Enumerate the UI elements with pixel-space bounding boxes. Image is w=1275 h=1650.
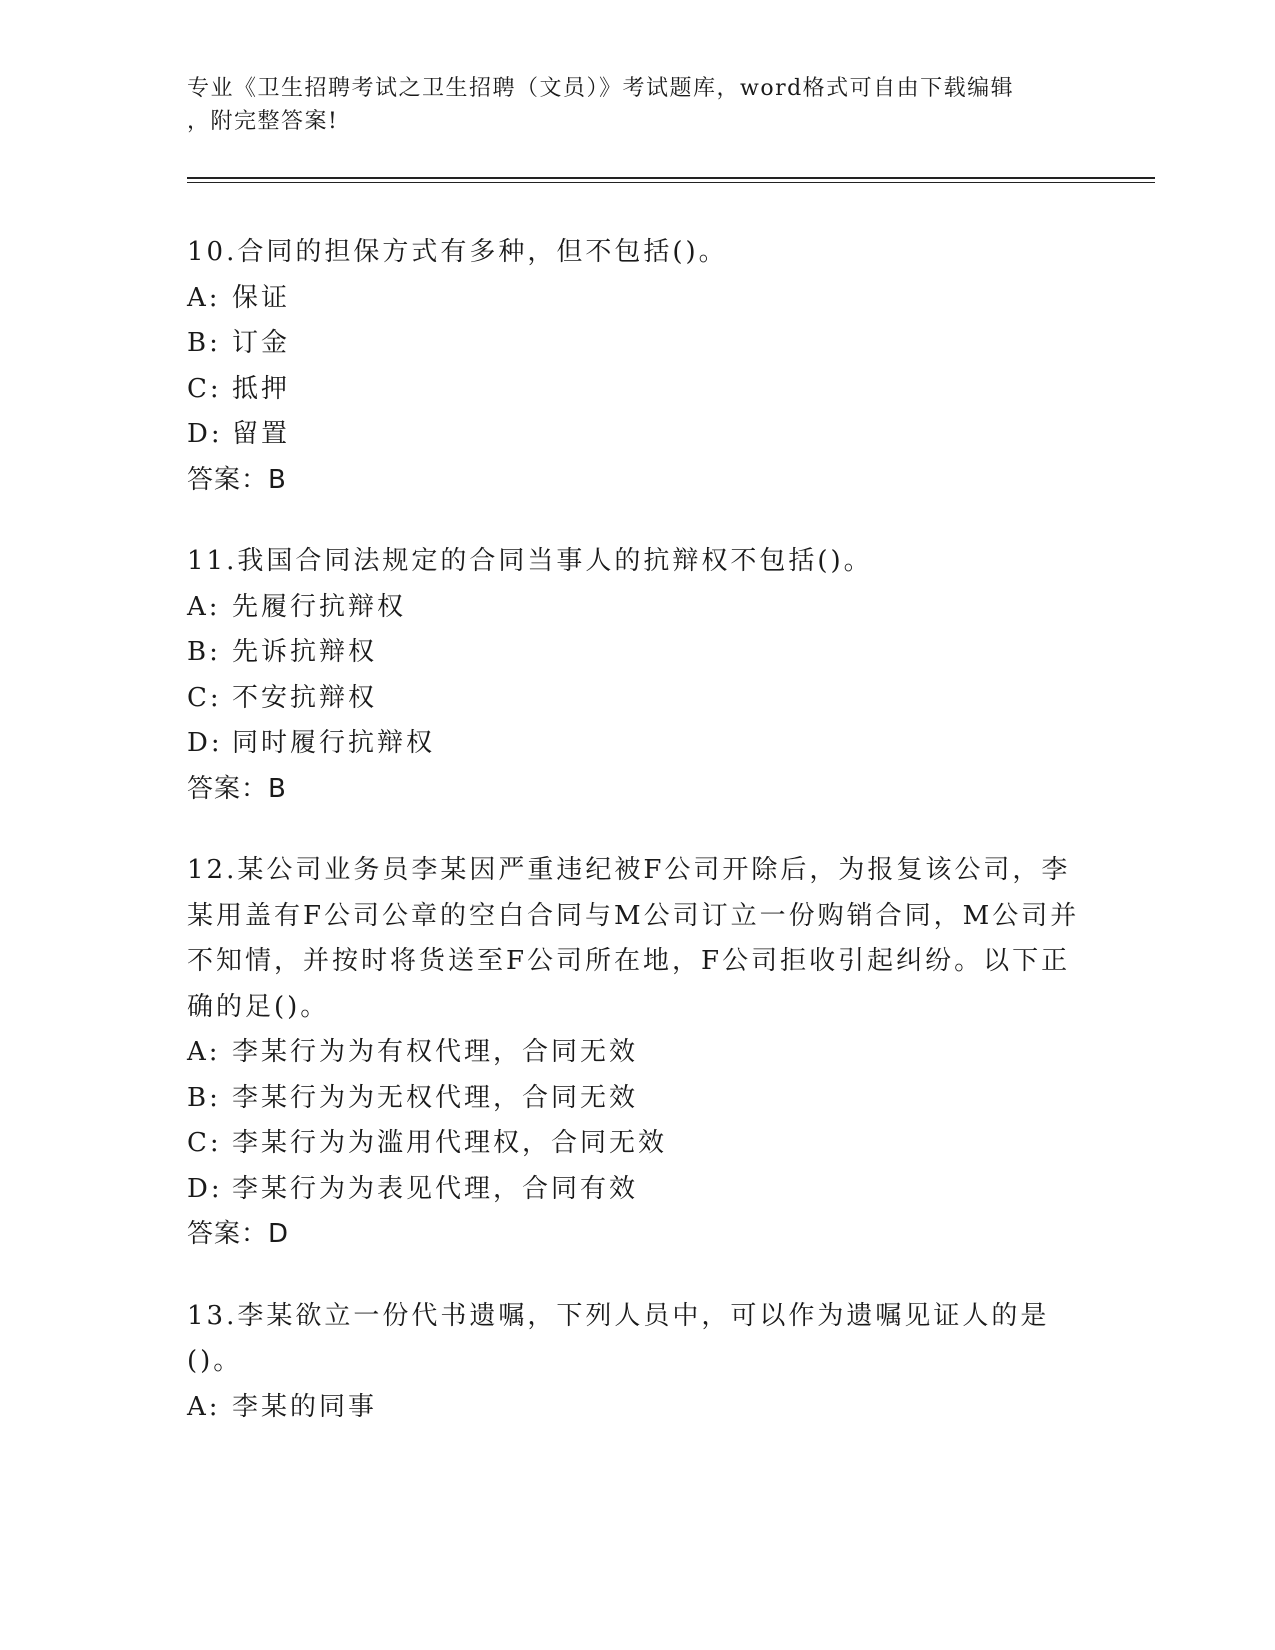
- answer-option: [187, 367, 1087, 413]
- answer-option: [187, 276, 1087, 322]
- option-text: 李某行为为有权代理，合同无效: [232, 1037, 639, 1067]
- option-text: 先诉抗辩权: [232, 637, 378, 667]
- answer-option: [187, 585, 1087, 631]
- option-text: 李某行为为无权代理，合同无效: [232, 1082, 639, 1113]
- option-label: D:: [187, 419, 223, 449]
- answer-key: 答案：B: [187, 773, 287, 804]
- option-text: 保证: [232, 282, 291, 313]
- option-text: 抵押: [232, 373, 291, 404]
- option-label: C:: [187, 682, 222, 713]
- question-block: [187, 848, 1087, 1258]
- question-stem: 13.李某欲立一份代书遗嘱，下列人员中，可以作为遗嘱见证人的是()。: [187, 1300, 1050, 1376]
- question-block: [187, 230, 1087, 503]
- option-text: 李某行为为表见代理，合同有效: [232, 1173, 639, 1204]
- option-text: 订金: [232, 328, 291, 358]
- question-stem: 10.合同的担保方式有多种，但不包括()。: [187, 237, 728, 267]
- option-label: A:: [187, 1391, 221, 1422]
- answer-option: [187, 1121, 1087, 1167]
- question-list: [187, 230, 1087, 1466]
- answer-option: [187, 412, 1087, 458]
- option-label: B:: [187, 328, 221, 358]
- option-text: 不安抗辩权: [232, 682, 378, 713]
- option-label: D:: [187, 1173, 223, 1204]
- option-label: A:: [187, 591, 221, 622]
- option-text: 李某行为为滥用代理权，合同无效: [232, 1128, 668, 1158]
- option-text: 李某的同事: [232, 1391, 378, 1422]
- option-label: A:: [187, 282, 221, 313]
- option-label: C:: [187, 1128, 222, 1158]
- answer-option: [187, 1030, 1087, 1076]
- option-text: 同时履行抗辩权: [232, 728, 436, 758]
- document-header: [187, 72, 1067, 138]
- question-stem: 11.我国合同法规定的合同当事人的抗辩权不包括()。: [187, 546, 873, 576]
- option-label: B:: [187, 637, 221, 667]
- option-text: 留置: [232, 419, 291, 449]
- header-divider-thick: [187, 177, 1155, 179]
- question-block: [187, 539, 1087, 812]
- option-label: B:: [187, 1082, 221, 1113]
- answer-option: [187, 721, 1087, 767]
- answer-option: [187, 1385, 1087, 1431]
- answer-option: [187, 1167, 1087, 1213]
- answer-option: [187, 630, 1087, 676]
- option-label: A:: [187, 1037, 221, 1067]
- answer-option: [187, 676, 1087, 722]
- answer-key: 答案：D: [187, 1219, 290, 1249]
- question-block: [187, 1294, 1087, 1431]
- option-label: C:: [187, 373, 222, 404]
- header-line-1: 专业《卫生招聘考试之卫生招聘（文员）》考试题库，word格式可自由下载编辑: [187, 76, 1015, 101]
- answer-key: 答案：B: [187, 464, 287, 495]
- header-line-2: ，附完整答案!: [187, 109, 339, 134]
- answer-option: [187, 1076, 1087, 1122]
- option-text: 先履行抗辩权: [232, 591, 407, 622]
- header-divider-thin: [187, 182, 1155, 183]
- answer-option: [187, 321, 1087, 367]
- option-label: D:: [187, 728, 223, 758]
- question-stem: 12.某公司业务员李某因严重违纪被F公司开除后，为报复该公司，李某用盖有F公司公章的空白合同与M公司订立一份购销合同，M公司并不知情，并按时将货送至F公司所在地，F公司拒收引起纠纷。以下正确的足()。: [187, 855, 1080, 1022]
